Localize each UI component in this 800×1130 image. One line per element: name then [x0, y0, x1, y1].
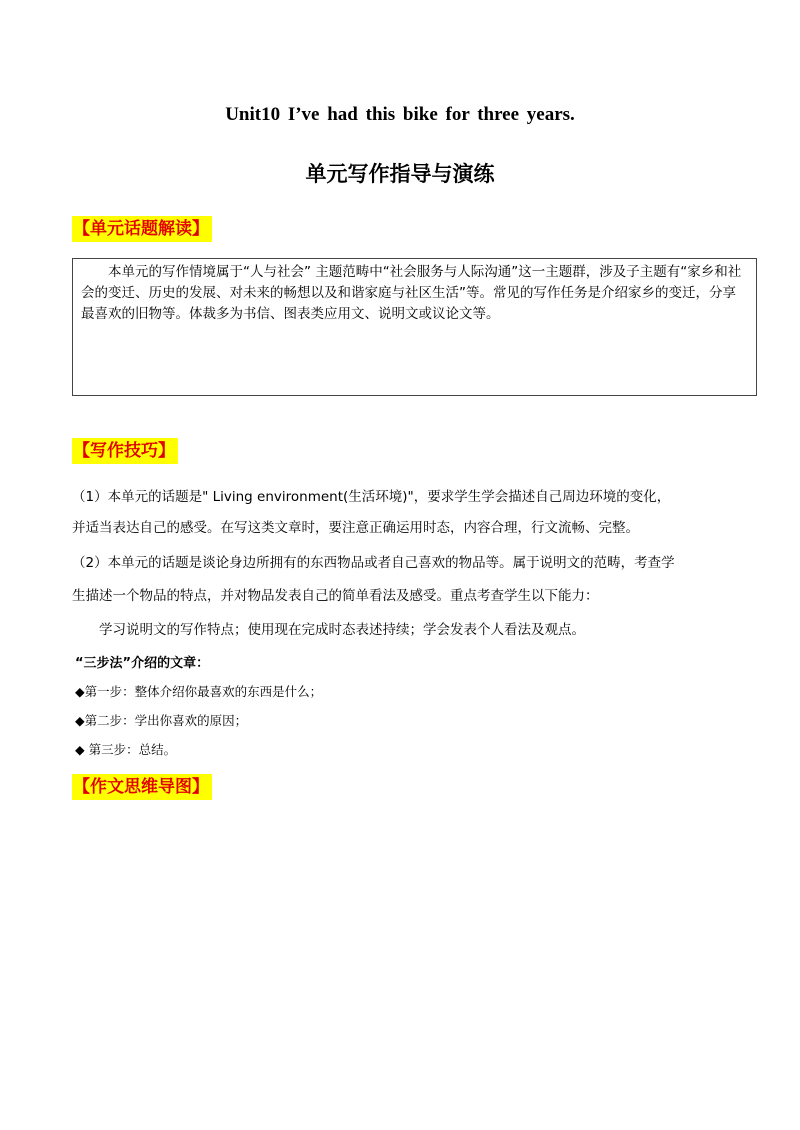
topic-box [72, 258, 757, 396]
step-item [75, 711, 247, 729]
step-text: 第三步：总结。 [84, 742, 177, 757]
diamond-bullet-icon: ◆ [75, 713, 85, 728]
skills-p1-line1: （1）本单元的话题是" Living environment(生活环境)"，要求学生学会描述自己周边环境的变化， [72, 489, 671, 505]
step-text: 第一步：整体介绍你最喜欢的东西是什么； [84, 684, 323, 699]
step-item [75, 740, 176, 758]
step-item [75, 682, 322, 700]
diamond-bullet-icon: ◆ [75, 684, 85, 699]
steps-title: “三步法”介绍的文章： [75, 656, 210, 671]
section-heading-mindmap: 【作文思维导图】 [72, 774, 212, 800]
section-heading-skills: 【写作技巧】 [72, 438, 178, 464]
topic-text: 本单元的写作情境属于“人与社会” 主题范畴中“社会服务与人际沟通”这一主题群，涉及子主题有“家乡和社会的变迁、历史的发展、对未来的畅想以及和谐家庭与社区生活”等。常见的写作任务是介绍家乡的变迁，分享最喜欢的旧物等。体裁多为书信、图表类应用文、说明文或议论文等。 [81, 264, 742, 322]
step-text: 第二步：学出你喜欢的原因； [84, 713, 248, 728]
section-heading-topic: 【单元话题解读】 [72, 216, 212, 242]
page-title: Unit10 I’ve had this bike for three years. [225, 104, 575, 125]
diamond-bullet-icon: ◆ [75, 742, 85, 757]
skills-p2-line1: （2）本单元的话题是谈论身边所拥有的东西物品或者自己喜欢的物品等。属于说明文的范畴，考查学 [72, 555, 675, 571]
skills-p2-line3: 学习说明文的写作特点；使用现在完成时态表述持续；学会发表个人看法及观点。 [99, 622, 585, 638]
skills-p2-line2: 生描述一个物品的特点，并对物品发表自己的简单看法及感受。重点考查学生以下能力： [72, 588, 599, 604]
page-subtitle: 单元写作指导与演练 [305, 162, 495, 186]
skills-p1-line2: 并适当表达自己的感受。在写这类文章时，要注意正确运用时态，内容合理，行文流畅、完整。 [72, 520, 639, 536]
